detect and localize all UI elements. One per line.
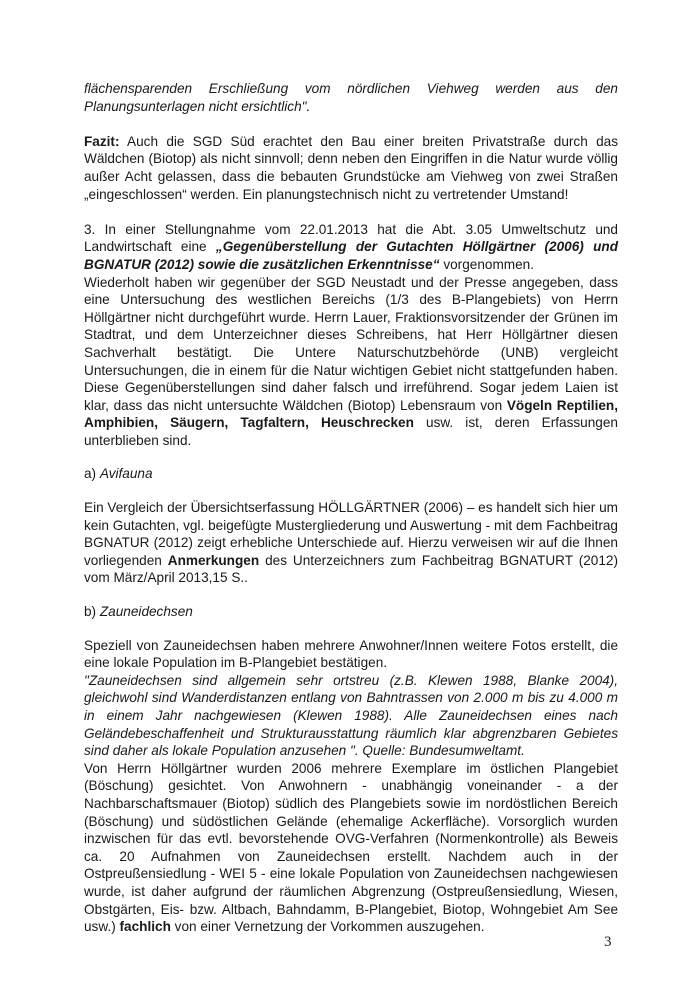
- heading-avifauna-prefix: a): [84, 466, 100, 482]
- heading-avifauna-title: Avifauna: [99, 466, 153, 482]
- zauneidechsen-quote: "Zauneidechsen sind allgemein sehr ortstreu (z.B. Klewen 1988, Blanke 2004), gleichwohl sind Wanderdistanzen entlang von Bahntrassen von 2.000 m bis zu 4.000 m in einem Jahr nachgewiesen (Klewen 1988). Alle Zauneidechsen eines nach Geländebeschaffenheit und Strukturausstattung räumlich klar abgrenzbaren Gebietes sind daher als lokale Population anzusehen ". Quelle: Bundesumweltamt.: [84, 672, 618, 759]
- fazit-text: Auch die SGD Süd erachtet den Bau einer breiten Privatstraße durch das Wäldchen (Biotop) als nicht sinnvoll; denn neben den Eingriffen in die Natur wurde völlig außer Acht gelassen, dass die bebauten Grundstücke am Viehweg von zwei Straßen „eingeschlossen“ werden. Ein planungstechnisch nicht zu vertretender Umstand!: [84, 133, 618, 202]
- avifauna-bold: Anmerkungen: [167, 552, 260, 568]
- page-number: 3: [604, 934, 612, 950]
- paragraph-avifauna: [84, 499, 618, 587]
- zauneidechsen-end: von einer Vernetzung der Vorkommen auszugehen.: [170, 919, 485, 935]
- zauneidechsen-intro: Speziell von Zauneidechsen haben mehrere Anwohner/Innen weitere Fotos erstellt, die eine lokale Population im B-Plangebiet bestätigen.: [84, 637, 618, 671]
- zauneidechsen-body: Von Herrn Höllgärtner wurden 2006 mehrere Exemplare im östlichen Plangebiet (Böschung) gesichtet. Von Anwohnern - unabhängig voneinander - a der Nachbarschaftsmauer (Biotop) südlich des Plangebiets sowie im nordöstlichen Bereich (Böschung) und südöstlichen Gelände (ehemalige Ackerfläche). Vorsorglich wurden inzwischen für das evtl. bevorstehende OVG-Verfahren (Normenkontrolle) als Beweis ca. 20 Aufnahmen von Zauneidechsen erstellt. Nachdem auch in der Ostpreußensiedlung - WEI 5 - eine lokale Population von Zauneidechsen nachgewiesen wurde, ist daher aufgrund der räumlichen Abgrenzung (Ostpreußensiedlung, Wiesen, Obstgärten, Eis- bzw. Altbach, Bahndamm, B-Plangebiet, Biotop, Wohngebiet Am See usw.): [84, 760, 618, 935]
- statement-bold-species: Vögeln Reptilien, Amphibien, Säugern, Tagfaltern, Heuschrecken: [84, 397, 618, 431]
- heading-zauneidechsen: [84, 603, 618, 621]
- statement-intro-end: vorgenommen.: [439, 256, 534, 272]
- statement-intro: 3. In einer Stellungnahme vom 22.01.2013 hat die Abt. 3.05 Umweltschutz und Landwirtschaft eine: [84, 221, 618, 255]
- paragraph-continuation-text: flächensparenden Erschließung vom nördlichen Viehweg werden aus den Planungsunterlagen nicht ersichtlich".: [84, 81, 618, 114]
- paragraph-fazit: [84, 133, 618, 203]
- zauneidechsen-bold: fachlich: [119, 919, 171, 935]
- fazit-label: Fazit:: [84, 133, 120, 149]
- avifauna-text-end: des Unterzeichners zum Fachbeitrag BGNATURT (2012) vom März/April 2013,15 S..: [84, 552, 618, 586]
- paragraph-continuation: [84, 80, 618, 115]
- statement-end: usw. ist, deren Erfassungen unterblieben sind.: [84, 415, 618, 448]
- avifauna-text: Ein Vergleich der Übersichtserfassung HÖLLGÄRTNER (2006) – es handelt sich hier um kein Gutachten, vgl. beigefügte Mustergliederung und Auswertung - mit dem Fachbeitrag BGNATUR (2012) zeigt erhebliche Unterschiede auf. Hierzu verweisen wir auf die Ihnen vorliegenden: [84, 500, 618, 568]
- page-body: [84, 80, 618, 936]
- statement-body: Wiederholt haben wir gegenüber der SGD Neustadt und der Presse angegeben, dass eine Untersuchung des westlichen Bereichs (1/3 des B-Plangebiets) von Herrn Höllgärtner nicht durchgeführt wurde. Herrn Lauer, Fraktionsvorsitzender der Grünen im Stadtrat, und dem Unterzeichner dieses Schreibens, hat Herr Höllgärtner diesen Sachverhalt bestätigt. Die Untere Naturschutzbehörde (UNB) vergleicht Untersuchungen, die in einem für die Natur wichtigen Gebiet nicht stattgefunden haben. Diese Gegenüberstellungen sind daher falsch und irreführend. Sogar jedem Laien ist klar, dass das nicht untersuchte Wäldchen (Biotop) Lebensraum von: [84, 274, 618, 413]
- heading-avifauna: [84, 465, 618, 483]
- statement-emphasis: „Gegenüberstellung der Gutachten Höllgärtner (2006) und BGNATUR (2012) sowie die zusätzlichen Erkenntnisse“: [84, 239, 618, 272]
- heading-zauneidechsen-title: Zauneidechsen: [99, 604, 193, 620]
- paragraph-statement: [84, 221, 618, 450]
- paragraph-zauneidechsen: [84, 637, 618, 936]
- heading-zauneidechsen-prefix: b): [84, 604, 100, 620]
